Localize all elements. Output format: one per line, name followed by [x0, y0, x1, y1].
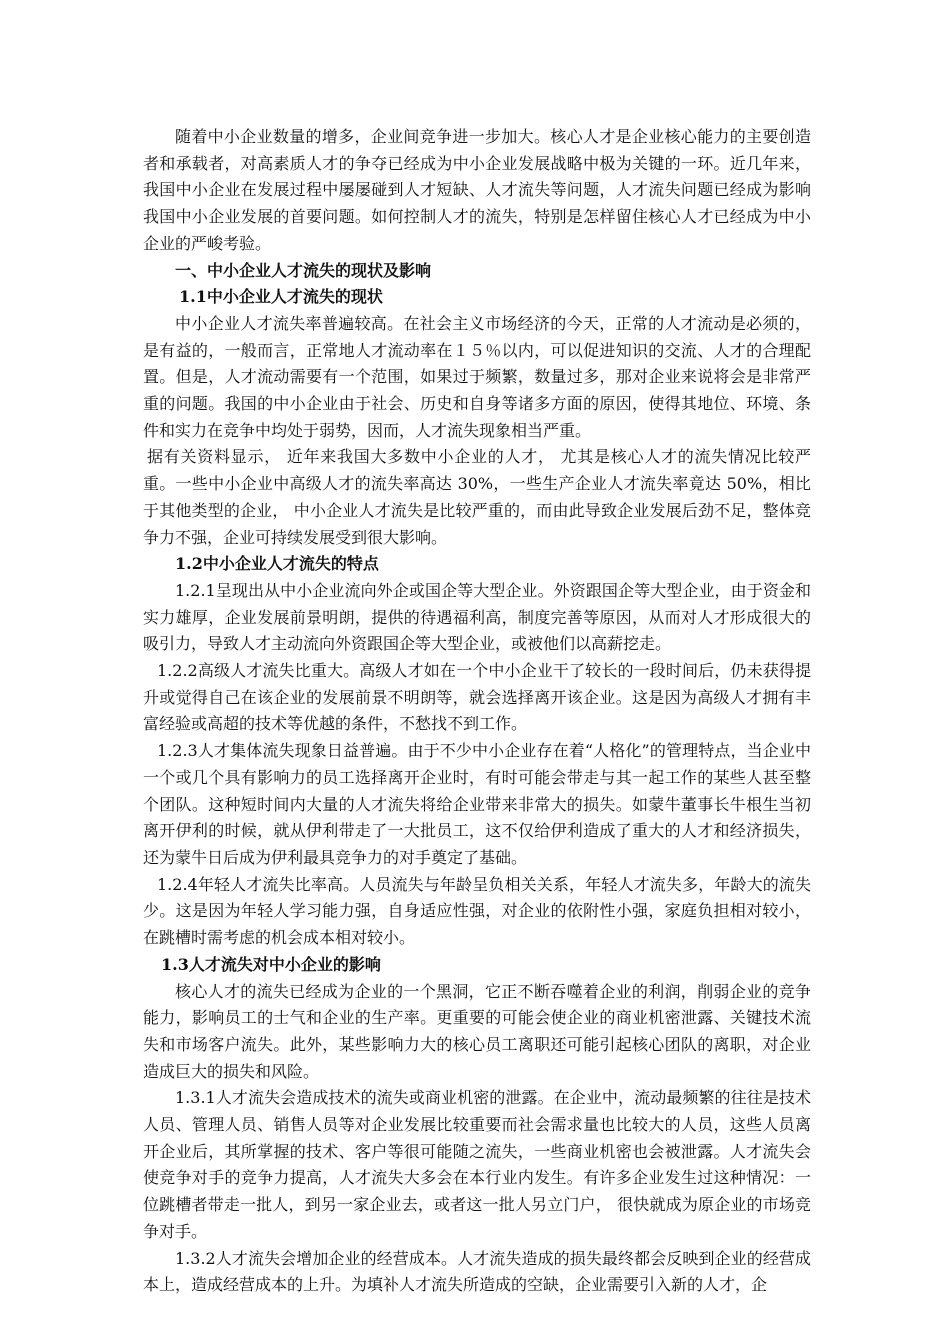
paragraph-1-3-1: 1.3.1人才流失会造成技术的流失或商业机密的泄露。在企业中，流动最频繁的往往是技术人员、管理人员、销售人员等对企业发展比较重要而社会需求量也比较大的人员，这些人员离开企业后，其所掌握的技术、客户等很可能随之流失，一些商业机密也会被泄露。人才流失会使竞争对手的竞争力提高，人才流失大多会在本行业内发生。有许多企业发生过这种情况：一位跳槽者带走一批人，到另一家企业去，或者这一批人另立门户， 很快就成为原企业的市场竞争对手。: [143, 1088, 811, 1241]
paragraph-1-2-3: 1.2.3人才集体流失现象日益普遍。由于不少中小企业存在着“人格化”的管理特点，当企业中一个或几个具有影响力的员工选择离开企业时，有时可能会带走与其一起工作的某些人甚至整个团队。这种短时间内大量的人才流失将给企业带来非常大的损失。如蒙牛董事长牛根生当初离开伊利的时候，就从伊利带走了一大批员工，这不仅给伊利造成了重大的人才和经济损失，还为蒙牛日后成为伊利最具竞争力的对手奠定了基础。: [143, 741, 811, 867]
paragraph-1-2-1: 1.2.1呈现出从中小企业流向外企或国企等大型企业。外资跟国企等大型企业，由于资金和实力雄厚，企业发展前景明朗，提供的待遇福利高，制度完善等原因，从而对人才形成很大的吸引力，导致人才主动流向外资跟国企等大型企业，或被他们以高薪挖走。: [143, 580, 811, 654]
paragraph-1-2-2: 1.2.2高级人才流失比重大。高级人才如在一个中小企业干了较长的一段时间后，仍未获得提升或觉得自己在该企业的发展前景不明朗等，就会选择离开该企业。这是因为高级人才拥有丰富经验或高超的技术等优越的条件，不愁找不到工作。: [143, 661, 811, 734]
section-heading-1-2: 1.2中小企业人才流失的特点: [175, 554, 379, 574]
document-body: [143, 124, 811, 1299]
section-heading-1-3: 1.3人才流失对中小企业的影响: [161, 954, 381, 974]
paragraph-1-1-b: 据有关资料显示， 近年来我国大多数中小企业的人才， 尤其是核心人才的流失情况比较严重。一些中小企业中高级人才的流失率高达 30%，一些生产企业人才流失率竟达 50%，相比于其他类型的企业， 中小企业人才流失是比较严重的，而由此导致企业发展后劲不足，整体竞争力不强，企业可持续发展受到很大影响。: [143, 447, 811, 547]
paragraph-1-3: 核心人才的流失已经成为企业的一个黑洞，它正不断吞噬着企业的利润，削弱企业的竞争能力，影响员工的士气和企业的生产率。更重要的可能会使企业的商业机密泄露、关键技术流失和市场客户流失。此外，某些影响力大的核心员工离职还可能引起核心团队的离职，对企业造成巨大的损失和风险。: [143, 981, 811, 1081]
intro-paragraph: 随着中小企业数量的增多，企业间竞争进一步加大。核心人才是企业核心能力的主要创造者和承载者，对高素质人才的争夺已经成为中小企业发展战略中极为关键的一环。近几年来，我国中小企业在发展过程中屡屡碰到人才短缺、人才流失等问题，人才流失问题已经成为影响我国中小企业发展的首要问题。如何控制人才的流失，特别是怎样留住核心人才已经成为中小企业的严峻考验。: [143, 127, 811, 253]
section-heading-1-1: 1.1中小企业人才流失的现状: [179, 287, 383, 307]
paragraph-1-3-2: 1.3.2人才流失会增加企业的经营成本。人才流失造成的损失最终都会反映到企业的经营成本上，造成经营成本的上升。为填补人才流失所造成的空缺，企业需要引入新的人才，企: [143, 1248, 811, 1295]
paragraph-1-1-a: 中小企业人才流失率普遍较高。在社会主义市场经济的今天，正常的人才流动是必须的，是有益的，一般而言，正常地人才流动率在１５％以内，可以促进知识的交流、人才的合理配置。但是，人才流动需要有一个范围，如果过于频繁，数量过多，那对企业来说将会是非常严重的问题。我国的中小企业由于社会、历史和自身等诸多方面的原因，使得其地位、环境、条件和实力在竞争中均处于弱势，因而，人才流失现象相当严重。: [143, 313, 811, 440]
paragraph-1-2-4: 1.2.4年轻人才流失比率高。人员流失与年龄呈负相关关系，年轻人才流失多，年龄大的流失少。这是因为年轻人学习能力强，自身适应性强，对企业的依附性小强，家庭负担相对较小，在跳槽时需考虑的机会成本相对较小。: [143, 874, 811, 948]
section-heading-1: 一、中小企业人才流失的现状及影响: [175, 260, 432, 280]
